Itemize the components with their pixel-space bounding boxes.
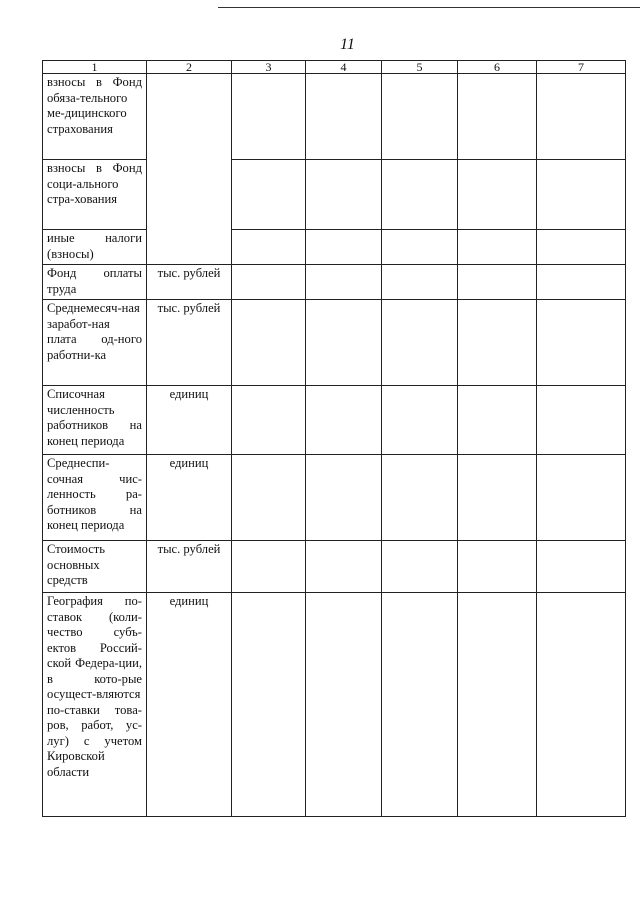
data-table bbox=[42, 60, 626, 817]
data-cell bbox=[537, 160, 626, 230]
row-unit: единиц bbox=[147, 386, 232, 455]
data-cell bbox=[306, 74, 382, 160]
data-cell bbox=[537, 230, 626, 265]
data-cell bbox=[232, 455, 306, 541]
row-unit: единиц bbox=[147, 593, 232, 817]
data-cell bbox=[232, 541, 306, 593]
data-cell bbox=[232, 160, 306, 230]
data-cell bbox=[232, 386, 306, 455]
column-header: 1 bbox=[43, 61, 147, 74]
table-row bbox=[43, 541, 626, 593]
data-cell bbox=[458, 593, 537, 817]
data-cell bbox=[382, 593, 458, 817]
top-rule bbox=[218, 7, 640, 8]
data-cell bbox=[458, 74, 537, 160]
data-cell bbox=[382, 74, 458, 160]
data-cell bbox=[382, 541, 458, 593]
data-cell bbox=[458, 230, 537, 265]
column-header: 2 bbox=[147, 61, 232, 74]
data-cell bbox=[537, 265, 626, 300]
data-cell bbox=[232, 593, 306, 817]
row-unit: единиц bbox=[147, 455, 232, 541]
data-cell bbox=[458, 265, 537, 300]
data-cell bbox=[306, 300, 382, 386]
row-label: Фонд оплаты труда bbox=[43, 265, 147, 300]
data-cell bbox=[382, 230, 458, 265]
data-cell bbox=[537, 386, 626, 455]
data-cell bbox=[232, 265, 306, 300]
column-header: 3 bbox=[232, 61, 306, 74]
data-cell bbox=[232, 300, 306, 386]
row-label: Среднемесяч-ная заработ-ная плата од-ного работни-ка bbox=[43, 300, 147, 386]
data-cell bbox=[537, 74, 626, 160]
data-cell bbox=[306, 230, 382, 265]
data-cell bbox=[537, 300, 626, 386]
data-cell bbox=[458, 386, 537, 455]
column-header: 6 bbox=[458, 61, 537, 74]
table-row bbox=[43, 160, 626, 230]
row-label: взносы в Фонд соци-ального стра-хования bbox=[43, 160, 147, 230]
table-row bbox=[43, 265, 626, 300]
table-row bbox=[43, 455, 626, 541]
row-label: Стоимость основных средств bbox=[43, 541, 147, 593]
table-header-row bbox=[43, 61, 626, 74]
data-cell bbox=[306, 455, 382, 541]
data-cell bbox=[382, 300, 458, 386]
data-cell bbox=[382, 386, 458, 455]
data-cell bbox=[306, 265, 382, 300]
data-cell bbox=[458, 300, 537, 386]
column-header: 7 bbox=[537, 61, 626, 74]
table-row bbox=[43, 230, 626, 265]
data-cell bbox=[382, 160, 458, 230]
data-cell bbox=[306, 593, 382, 817]
table-row bbox=[43, 593, 626, 817]
data-cell bbox=[537, 455, 626, 541]
table-row bbox=[43, 300, 626, 386]
table-row bbox=[43, 74, 626, 160]
table-row bbox=[43, 386, 626, 455]
row-label: Среднеспи-сочная чис-ленность ра-ботников на конец периода bbox=[43, 455, 147, 541]
row-label: География по-ставок (коли-чество субъ-ектов Россий-ской Федера-ции, в кото-рые осущест-вляются по-ставки това-ров, работ, ус-луг) с учетом Кировской области bbox=[43, 593, 147, 817]
data-cell bbox=[458, 541, 537, 593]
data-cell bbox=[232, 74, 306, 160]
row-unit: тыс. рублей bbox=[147, 300, 232, 386]
data-cell bbox=[458, 160, 537, 230]
row-unit bbox=[147, 74, 232, 265]
data-cell bbox=[382, 455, 458, 541]
data-cell bbox=[306, 160, 382, 230]
row-label: Списочная численность работников на конец периода bbox=[43, 386, 147, 455]
row-label: взносы в Фонд обяза-тельного ме-дицинского страхования bbox=[43, 74, 147, 160]
data-cell bbox=[458, 455, 537, 541]
page-number: 11 bbox=[340, 36, 355, 53]
data-cell bbox=[382, 265, 458, 300]
data-cell bbox=[306, 541, 382, 593]
data-cell bbox=[232, 230, 306, 265]
row-label: иные налоги (взносы) bbox=[43, 230, 147, 265]
data-cell bbox=[537, 593, 626, 817]
row-unit: тыс. рублей bbox=[147, 265, 232, 300]
row-unit: тыс. рублей bbox=[147, 541, 232, 593]
column-header: 5 bbox=[382, 61, 458, 74]
data-cell bbox=[306, 386, 382, 455]
data-cell bbox=[537, 541, 626, 593]
column-header: 4 bbox=[306, 61, 382, 74]
